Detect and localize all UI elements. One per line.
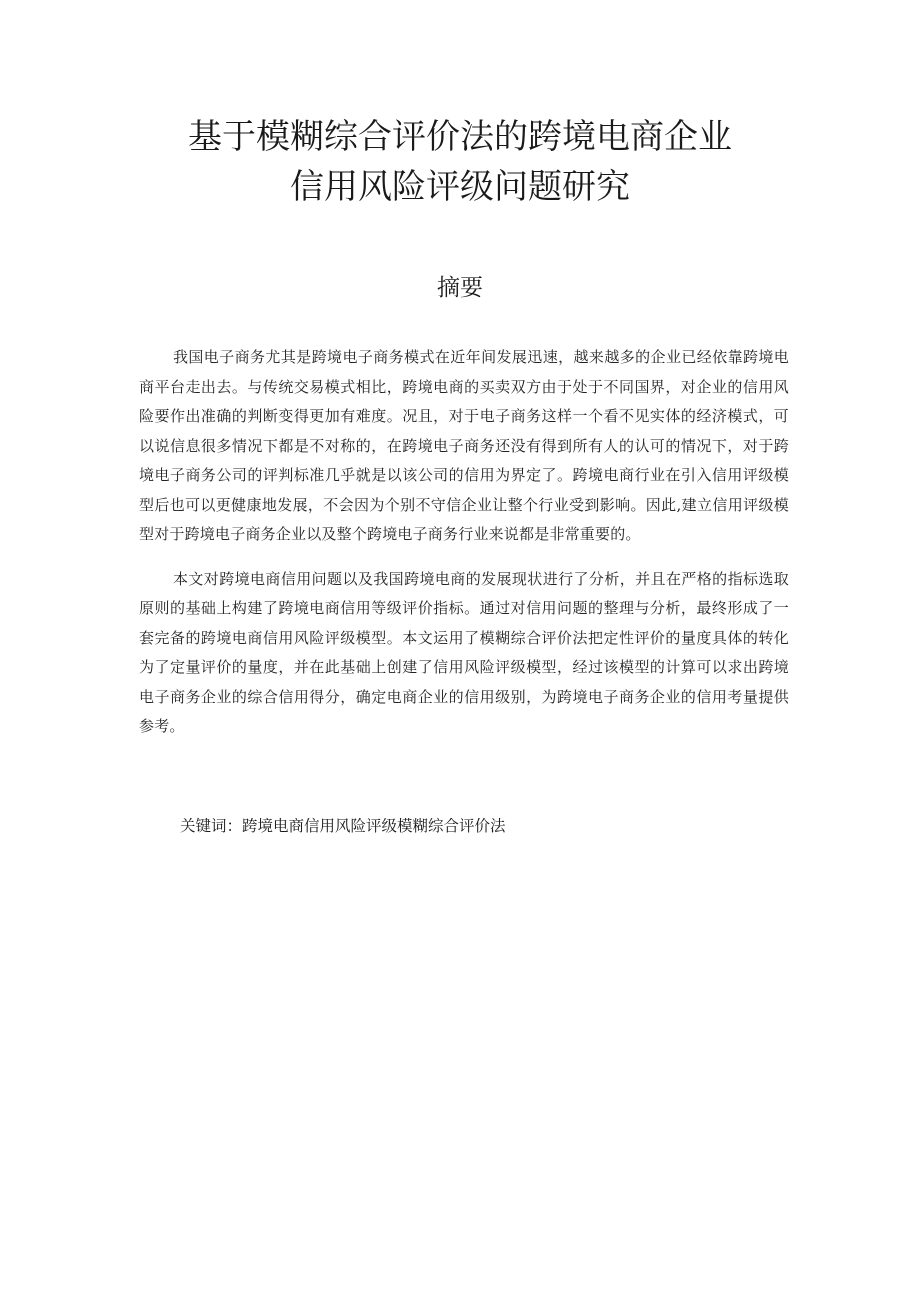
title-line-1: 基于模糊综合评价法的跨境电商企业	[188, 117, 732, 157]
abstract-heading: 摘要	[437, 275, 483, 301]
keywords-line: 关键词：跨境电商信用风险评级模糊综合评价法	[180, 817, 506, 835]
document-title	[0, 112, 920, 212]
abstract-paragraph-1: 我国电子商务尤其是跨境电子商务模式在近年间发展迅速，越来越多的企业已经依靠跨境电商平台走出去。与传统交易模式相比，跨境电商的买卖双方由于处于不同国界，对企业的信用风险要作出准确的判断变得更加有难度。况且，对于电子商务这样一个看不见实体的经济模式，可以说信息很多情况下都是不对称的，在跨境电子商务还没有得到所有人的认可的情况下，对于跨境电子商务公司的评判标准几乎就是以该公司的信用为界定了。跨境电商行业在引入信用评级模型后也可以更健康地发展，不会因为个别不守信企业让整个行业受到影响。因此,建立信用评级模型对于跨境电子商务企业以及整个跨境电子商务行业来说都是非常重要的。	[139, 348, 789, 543]
abstract-paragraph-2: 本文对跨境电商信用问题以及我国跨境电商的发展现状进行了分析，并且在严格的指标选取原则的基础上构建了跨境电商信用等级评价指标。通过对信用问题的整理与分析，最终形成了一套完备的跨境电商信用风险评级模型。本文运用了模糊综合评价法把定性评价的量度具体的转化为了定量评价的量度，并在此基础上创建了信用风险评级模型，经过该模型的计算可以求出跨境电子商务企业的综合信用得分，确定电商企业的信用级别，为跨境电子商务企业的信用考量提供参考。	[139, 569, 789, 735]
title-line-2: 信用风险评级问题研究	[290, 167, 630, 207]
abstract-body	[139, 343, 789, 757]
